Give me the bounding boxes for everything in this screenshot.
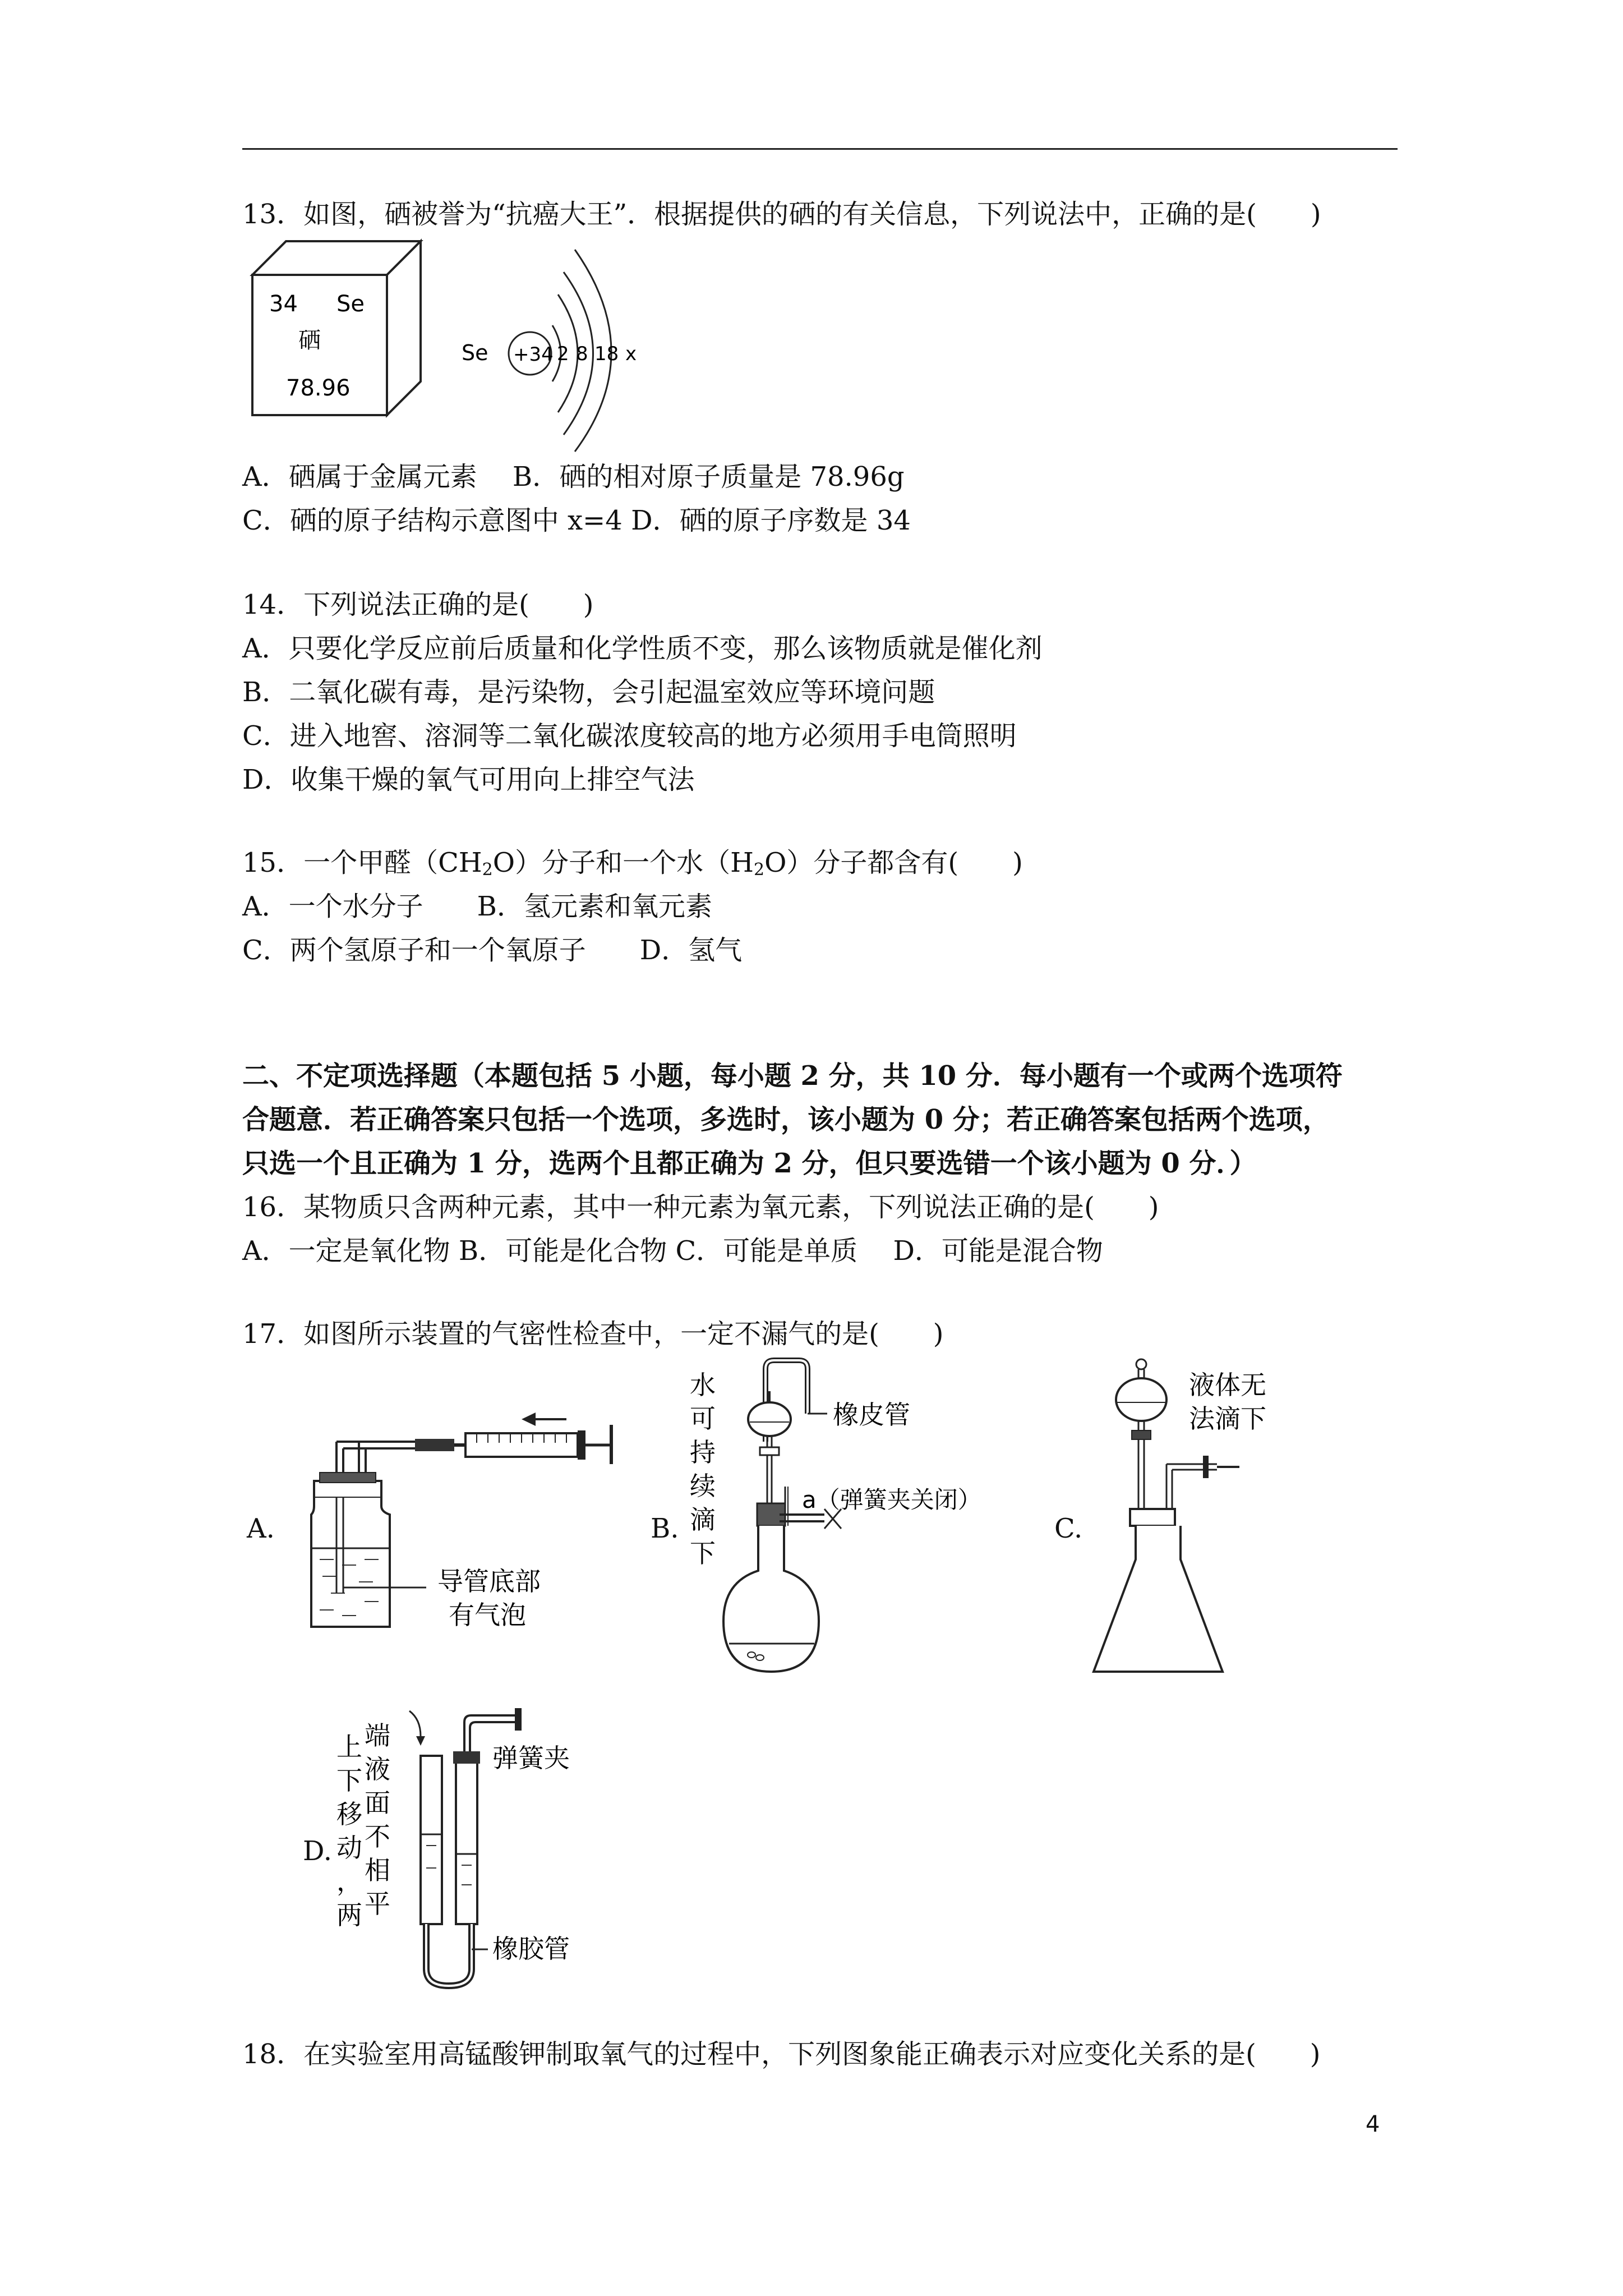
q15-stem: 15．一个甲醛$(CH_2O)$分子和一个水$(H_2O)$分子都含有( ): [242, 847, 1023, 880]
svg-text:动: 动: [336, 1833, 362, 1863]
svg-text:平: 平: [365, 1889, 390, 1919]
element-mass: 78.96: [286, 375, 351, 401]
nucleus-charge: +34: [513, 343, 554, 366]
q13-options-cd: C．硒的原子结构示意图中 x=4 D．硒的原子序数是 34: [242, 505, 911, 536]
svg-text:面: 面: [365, 1788, 390, 1818]
fig-d-clip-label: 弹簧夹: [492, 1743, 570, 1773]
q17-label-a: A.: [247, 1513, 275, 1544]
q16-stem: 16．某物质只含两种元素，其中一种元素为氧元素，下列说法正确的是( ): [242, 1191, 1159, 1223]
svg-text:不: 不: [365, 1821, 390, 1852]
shell-2: 8: [576, 343, 588, 365]
svg-text:持: 持: [690, 1437, 716, 1467]
atom-symbol: Se: [462, 341, 488, 365]
q18-stem: 18．在实验室用高锰酸钾制取氧气的过程中，下列图象能正确表示对应变化关系的是( ): [242, 2039, 1321, 2070]
fig-b-tube-label: 橡皮管: [833, 1400, 910, 1430]
q16-options: A．一定是氧化物 B．可能是化合物 C．可能是单质 D．可能是混合物: [242, 1235, 1103, 1267]
apparatus-d-u-tube: [336, 1705, 594, 1997]
svg-text:，: ，: [336, 1866, 362, 1897]
svg-text:下: 下: [690, 1538, 716, 1568]
fig-a-label-2: 有气泡: [449, 1600, 526, 1630]
apparatus-c-conical-flask: [1088, 1358, 1290, 1683]
svg-text:水: 水: [690, 1370, 716, 1400]
element-name: 硒: [298, 328, 321, 353]
svg-text:滴: 滴: [690, 1504, 716, 1535]
element-symbol: Se: [336, 291, 365, 317]
q14-option-c: C．进入地窖、溶洞等二氧化碳浓度较高的地方必须用手电筒照明: [242, 720, 1017, 752]
section2-line3: 只选一个且正确为 1 分，选两个且都正确为 2 分，但只要选错一个该小题为 0 分．）: [242, 1148, 1257, 1179]
q15-options-cd: C．两个氢原子和一个氧原子 D．氢气: [242, 935, 743, 966]
q17-stem: 17．如图所示装置的气密性检查中，一定不漏气的是( ): [242, 1318, 944, 1350]
svg-text:液: 液: [365, 1754, 390, 1784]
svg-text:两: 两: [336, 1900, 362, 1930]
q15-options-ab: A．一个水分子 B．氢元素和氧元素: [242, 891, 712, 922]
fig-a-label-1: 导管底部: [437, 1566, 541, 1596]
q14-option-a: A．只要化学反应前后质量和化学性质不变，那么该物质就是催化剂: [242, 633, 1043, 664]
section2-line2: 合题意．若正确答案只包括一个选项，多选时，该小题为 0 分；若正确答案包括两个选项，: [242, 1104, 1330, 1135]
q14-option-d: D．收集干燥的氧气可用向上排空气法: [242, 764, 695, 795]
q14-option-b: B．二氧化碳有毒，是污染物，会引起温室效应等环境问题: [242, 677, 935, 708]
svg-text:移: 移: [336, 1799, 362, 1829]
header-rule: [242, 148, 1398, 150]
shell-1: 2: [557, 343, 569, 365]
section2-line1: 二、不定项选择题（本题包括 5 小题，每小题 2 分，共 10 分．每小题有一个或两个选项符: [242, 1060, 1343, 1092]
selenium-atom-structure: [457, 241, 659, 454]
svg-text:下: 下: [336, 1765, 362, 1796]
page-number: 4: [1366, 2111, 1380, 2137]
shell-4: x: [625, 343, 637, 365]
fig-c-label-2: 法滴下: [1189, 1404, 1266, 1434]
q17-label-d: D.: [303, 1835, 333, 1867]
svg-text:续: 续: [690, 1471, 716, 1501]
q13-options-ab: A．硒属于金属元素 B．硒的相对原子质量是 78.96g: [242, 461, 905, 493]
apparatus-b-flask-funnel: [690, 1358, 1049, 1688]
apparatus-a-bottle-syringe: [280, 1408, 639, 1644]
q17-label-c: C.: [1054, 1513, 1083, 1544]
svg-text:可: 可: [690, 1404, 716, 1434]
q13-stem: 13．如图，硒被誉为“抗癌大王”．根据提供的硒的有关信息，下列说法中，正确的是( ): [242, 199, 1321, 230]
fig-c-label-1: 液体无: [1189, 1370, 1266, 1400]
fig-d-tube-label: 橡胶管: [492, 1934, 570, 1964]
svg-text:相: 相: [365, 1855, 390, 1885]
selenium-element-card: [247, 236, 460, 426]
q17-label-b: B.: [651, 1513, 679, 1544]
svg-text:端: 端: [365, 1720, 390, 1751]
shell-3: 18: [594, 343, 619, 365]
fig-b-clip-label: a（弹簧夹关闭）: [802, 1486, 981, 1513]
element-number: 34: [269, 291, 298, 317]
q14-stem: 14．下列说法正确的是( ): [242, 589, 594, 620]
fig-b-side-text: [690, 1370, 716, 1568]
svg-text:上: 上: [336, 1732, 362, 1762]
